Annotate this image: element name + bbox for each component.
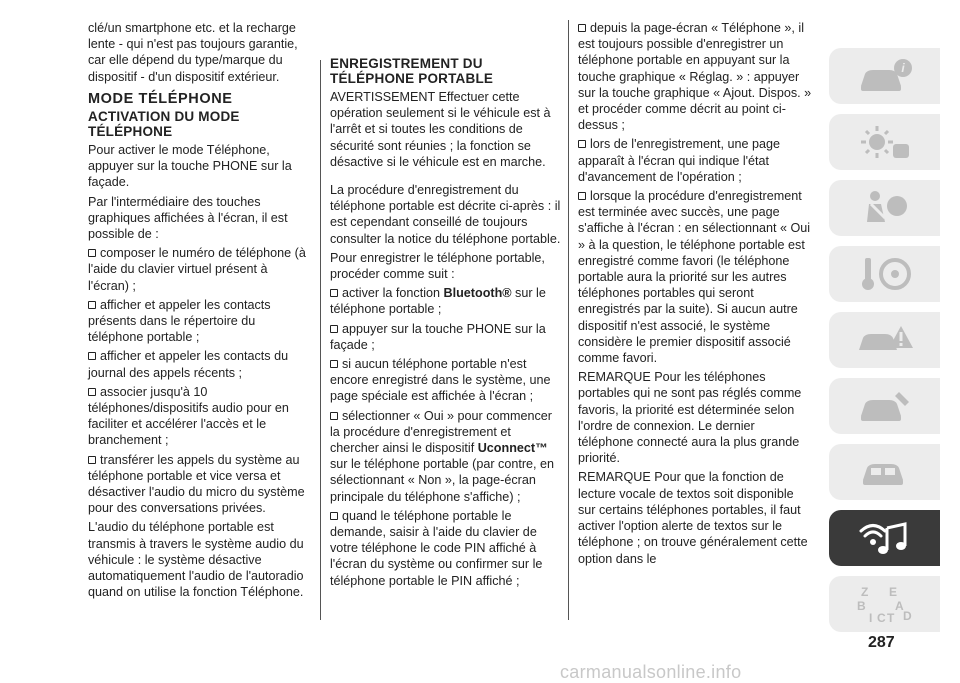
watermark-text: carmanualsonline.info xyxy=(560,662,742,682)
bullet-icon xyxy=(330,412,338,420)
svg-text:B: B xyxy=(856,599,866,613)
tab-car-warning[interactable] xyxy=(829,312,940,368)
column-divider xyxy=(320,60,321,620)
svg-text:D: D xyxy=(902,609,912,623)
car-warning-icon xyxy=(855,320,915,360)
bullet-item: appuyer sur la touche PHONE sur la façade ; xyxy=(330,321,546,352)
bullet-item: associer jusqu'à 10 téléphones/dispositifs audio pour en faciliter et accélérer l'accès et le branchement ; xyxy=(88,384,289,448)
svg-text:I: I xyxy=(868,611,872,624)
bullet-item: sélectionner « Oui » pour commencer la procédure d'enregistrement et chercher ainsi le dispositif Uconnect™ sur le téléphone portable (par contre, en sélectionnant « Non », la page-écran principale du téléphone s'affiche) ; xyxy=(330,408,555,504)
car-service-icon xyxy=(855,386,915,426)
tab-dashboard-lights[interactable] xyxy=(829,114,940,170)
section-heading: MODE TÉLÉPHONE xyxy=(88,90,233,107)
bullet-item: quand le téléphone portable le demande, saisir à l'aide du clavier de votre téléphone le code PIN affiché à l'écran du système ou confirmer sur le téléphone portable le PIN affiché ; xyxy=(330,508,543,588)
bullet-icon xyxy=(330,289,338,297)
warning-paragraph: AVERTISSEMENT Effectuer cette opération seulement si le véhicule est à l'arrêt et si toutes les conditions de sécurité sont réunies ; la fonction se désactive si le véhicule est en marche. xyxy=(330,90,551,169)
paragraph: Pour activer le mode Téléphone, appuyer sur la touche PHONE sur la façade. xyxy=(88,143,292,190)
chapter-tabs xyxy=(829,48,940,642)
bullet-item: afficher et appeler les contacts du journal des appels récents ; xyxy=(88,349,289,380)
tab-car-specs[interactable] xyxy=(829,444,940,500)
bullet-icon xyxy=(330,512,338,520)
paragraph: Par l'intermédiaire des touches graphiques affichées à l'écran, il est possible de : xyxy=(88,194,288,242)
paragraph: L'audio du téléphone portable est transmis à travers le système audio du véhicule : le système désactive automatiquement l'audio de l'autoradio quand on utilise la fonction Téléphone. xyxy=(88,520,304,600)
tab-car-info[interactable] xyxy=(829,48,940,104)
bullet-icon xyxy=(88,249,96,257)
bullet-item: depuis la page-écran « Téléphone », il est toujours possible d'enregistrer un téléphone portable en appuyant sur la touche graphique « Réglag. » : appuyer sur la touche graphique « Ajout. Dispos. » et procéder comme décrit au point ci-dessus ; xyxy=(578,21,812,133)
bullet-icon xyxy=(578,192,586,200)
subsection-heading: ACTIVATION DU MODE TÉLÉPHONE xyxy=(88,109,240,140)
paragraph: La procédure d'enregistrement du téléphone portable est décrite ci-après : il est cependant conseillé de toujours consulter la notice du téléphone portable. xyxy=(330,183,561,246)
bullet-item: transférer les appels du système au téléphone portable et vice versa et désactiver l'audio du micro du système pour des conversations privées. xyxy=(88,452,305,516)
multimedia-icon xyxy=(855,518,915,558)
bullet-item: afficher et appeler les contacts présents dans le répertoire du téléphone portable ; xyxy=(88,297,271,345)
paragraph: Pour enregistrer le téléphone portable, procéder comme suit : xyxy=(330,250,545,282)
svg-text:E: E xyxy=(888,585,897,599)
bullet-icon xyxy=(88,301,96,309)
bullet-icon xyxy=(330,360,338,368)
svg-text:A: A xyxy=(894,599,904,613)
svg-text:i: i xyxy=(900,61,905,75)
car-specs-icon xyxy=(855,452,915,492)
bullet-icon xyxy=(330,325,338,333)
column-middle xyxy=(330,20,562,592)
bullet-item: activer la fonction Bluetooth® sur le téléphone portable ; xyxy=(330,286,546,317)
page-number: 287 xyxy=(868,634,895,651)
bullet-icon xyxy=(578,24,586,32)
tab-key-steering[interactable] xyxy=(829,246,940,302)
svg-text:T: T xyxy=(886,611,894,624)
svg-text:Z: Z xyxy=(860,585,868,599)
tab-multimedia[interactable] xyxy=(829,510,940,566)
bullet-icon xyxy=(578,140,586,148)
alphabet-index-icon xyxy=(855,584,915,624)
note-paragraph: REMARQUE Pour que la fonction de lecture vocale de textos soit disponible sur certains téléphones portables, il faut activer l'option alerte de textos sur le téléphone ; on trouve généralement cette option dans le xyxy=(578,470,808,566)
tab-alphabet-index[interactable] xyxy=(829,576,940,632)
bullet-icon xyxy=(88,388,96,396)
column-divider xyxy=(568,20,569,620)
bullet-item: si aucun téléphone portable n'est encore enregistré dans le système, une page spéciale est affichée à l'écran ; xyxy=(330,357,551,404)
bullet-item: composer le numéro de téléphone (à l'aide du clavier virtuel présent à l'écran) ; xyxy=(88,246,306,293)
note-paragraph: REMARQUE Pour les téléphones portables qui ne sont pas réglés comme favoris, la priorité est déterminée selon l'ordre de connexion. Le dernier téléphone connecté aura la plus grande priorité. xyxy=(578,370,802,466)
tab-airbag[interactable] xyxy=(829,180,940,236)
airbag-icon xyxy=(855,188,915,228)
tab-car-service[interactable] xyxy=(829,378,940,434)
bullet-item: lorsque la procédure d'enregistrement est terminée avec succès, une page s'affiche à l'écran : en sélectionnant « Oui » à la question, le téléphone portable est enregistré comme favori (le téléphone portable aura la priorité sur les autres téléphones portables qui seront enregistrés par la suite). Si aucun autre dispositif n'est associé, le système considère le premier dispositif associé comme favori. xyxy=(578,189,811,366)
column-right xyxy=(578,20,813,570)
subsection-heading: ENREGISTREMENT DU TÉLÉPHONE PORTABLE xyxy=(330,56,494,86)
column-left xyxy=(88,20,310,604)
svg-text:C: C xyxy=(876,611,886,624)
bullet-icon xyxy=(88,352,96,360)
car-info-icon xyxy=(855,56,915,96)
bullet-icon xyxy=(88,456,96,464)
key-steering-icon xyxy=(855,254,915,294)
dashboard-lights-icon xyxy=(855,122,915,162)
bullet-item: lors de l'enregistrement, une page apparaît à l'écran qui indique l'état d'avancement de l'opération ; xyxy=(578,137,781,184)
paragraph: clé/un smartphone etc. et la recharge lente - qui n'est pas toujours garantie, car elle dépend du type/marque du dispositif - d'un dispositif extérieur. xyxy=(88,21,298,84)
